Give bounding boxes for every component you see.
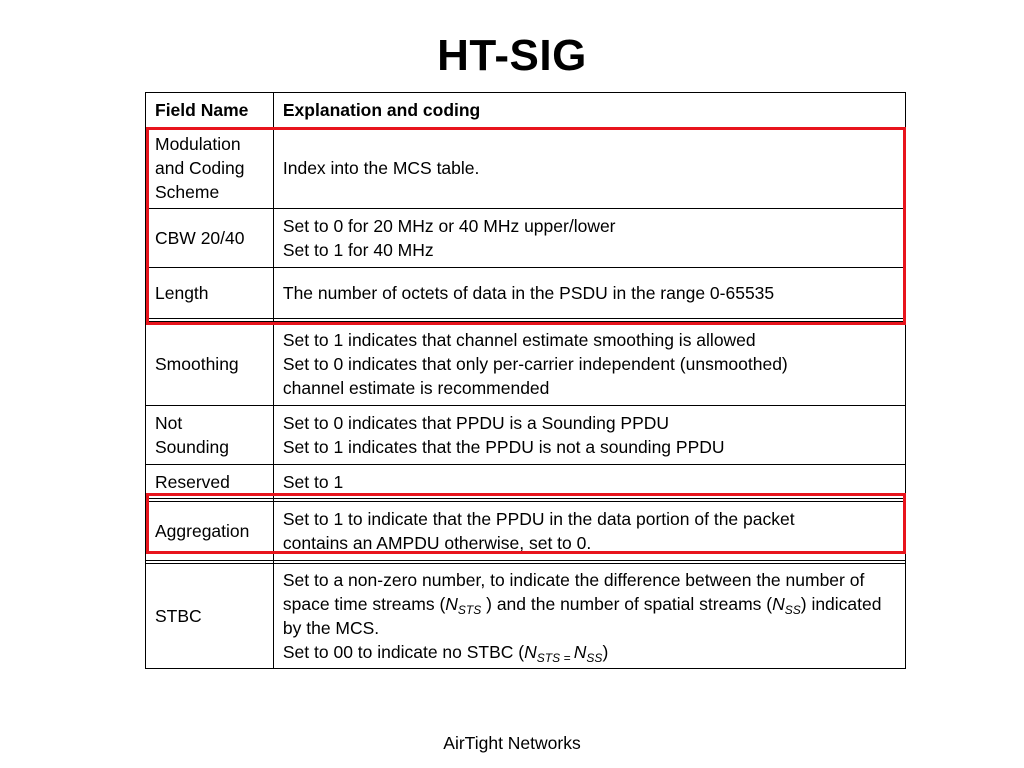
table-row: [146, 128, 906, 209]
table-row: [146, 502, 906, 561]
explanation-line: contains an AMPDU otherwise, set to 0.: [282, 533, 592, 553]
page-title: HT-SIG: [437, 31, 587, 80]
stbc-explanation-line: [283, 640, 896, 664]
n-ss-base: N: [573, 642, 587, 662]
table-row: [146, 564, 906, 669]
stbc-text-part: ) and the number of spatial streams (: [481, 594, 773, 614]
explanation-cell: [273, 209, 905, 268]
field-name-cell: [146, 209, 274, 268]
n-sts-subscript: STS =: [536, 651, 574, 665]
n-sts-symbol: [445, 594, 482, 617]
explanation-line: Set to 1 for 40 MHz: [282, 240, 434, 260]
explanation-line: Set to 0 for 20 MHz or 40 MHz upper/lower: [282, 216, 616, 236]
stbc-text-part: ): [602, 642, 609, 662]
explanation-cell: [273, 322, 905, 406]
field-name-line: STBC: [155, 606, 202, 626]
field-name-cell: [146, 406, 274, 465]
n-sts-symbol: [524, 642, 574, 665]
field-name-line: CBW 20/40: [155, 228, 245, 248]
field-name-cell: [146, 268, 274, 319]
field-name-line: Smoothing: [155, 353, 239, 374]
explanation-line: Set to 0 indicates that only per-carrier independent (unsmoothed): [282, 353, 788, 374]
explanation-cell: [273, 465, 905, 499]
explanation-line: Index into the MCS table.: [282, 158, 480, 178]
field-name-line: Sounding: [155, 437, 229, 457]
field-name-line: Length: [155, 283, 209, 303]
n-sts-base: N: [524, 642, 537, 662]
stbc-text-part: ) indicated by the MCS.: [282, 594, 882, 638]
column-header-field-name: Field Name: [146, 93, 274, 128]
field-name-cell: [146, 322, 274, 406]
n-ss-base: N: [772, 594, 785, 614]
field-name-line: and Coding: [155, 158, 245, 178]
table-row: [146, 322, 906, 406]
stbc-explanation-paragraph: [283, 568, 896, 640]
ht-sig-table: [145, 92, 906, 669]
field-name-line: Aggregation: [155, 521, 250, 541]
explanation-line: The number of octets of data in the PSDU in the range 0-65535: [282, 283, 775, 303]
n-ss-subscript: SS: [784, 603, 801, 617]
n-ss-symbol: [573, 642, 603, 665]
column-header-explanation: Explanation and coding: [273, 93, 905, 128]
explanation-cell: [273, 128, 905, 209]
field-name-line: Modulation: [155, 134, 241, 154]
stbc-text-part: Set to 00 to indicate no STBC (: [282, 642, 525, 662]
n-ss-symbol: [772, 594, 801, 617]
field-name-line: Reserved: [155, 471, 230, 492]
stbc-text-part: Set to a non-zero number, to indicate the difference between the number of space time streams (: [282, 570, 865, 614]
table-row: [146, 268, 906, 319]
n-ss-subscript: SS: [586, 651, 603, 665]
table-header-row: [146, 93, 906, 128]
explanation-line: Set to 1 to indicate that the PPDU in the data portion of the packet: [282, 509, 795, 529]
explanation-line: Set to 1: [282, 471, 344, 492]
table-row: [146, 465, 906, 499]
table-row: [146, 209, 906, 268]
table-row: [146, 406, 906, 465]
field-name-cell: [146, 502, 274, 561]
n-sts-subscript: STS: [457, 603, 482, 617]
field-name-cell: [146, 564, 274, 669]
explanation-line: Set to 1 indicates that the PPDU is not a sounding PPDU: [282, 437, 725, 457]
explanation-cell: [273, 406, 905, 465]
explanation-cell: [273, 502, 905, 561]
explanation-line: Set to 1 indicates that channel estimate smoothing is allowed: [282, 329, 756, 350]
explanation-line: Set to 0 indicates that PPDU is a Sounding PPDU: [282, 413, 670, 433]
explanation-line: channel estimate is recommended: [282, 377, 550, 398]
explanation-cell: [273, 564, 905, 669]
field-name-line: Not: [155, 413, 183, 433]
field-name-line: Scheme: [155, 182, 220, 202]
explanation-cell: [273, 268, 905, 319]
footer-text: AirTight Networks: [443, 733, 581, 753]
n-sts-base: N: [445, 594, 458, 614]
field-name-cell: [146, 128, 274, 209]
field-name-cell: [146, 465, 274, 499]
